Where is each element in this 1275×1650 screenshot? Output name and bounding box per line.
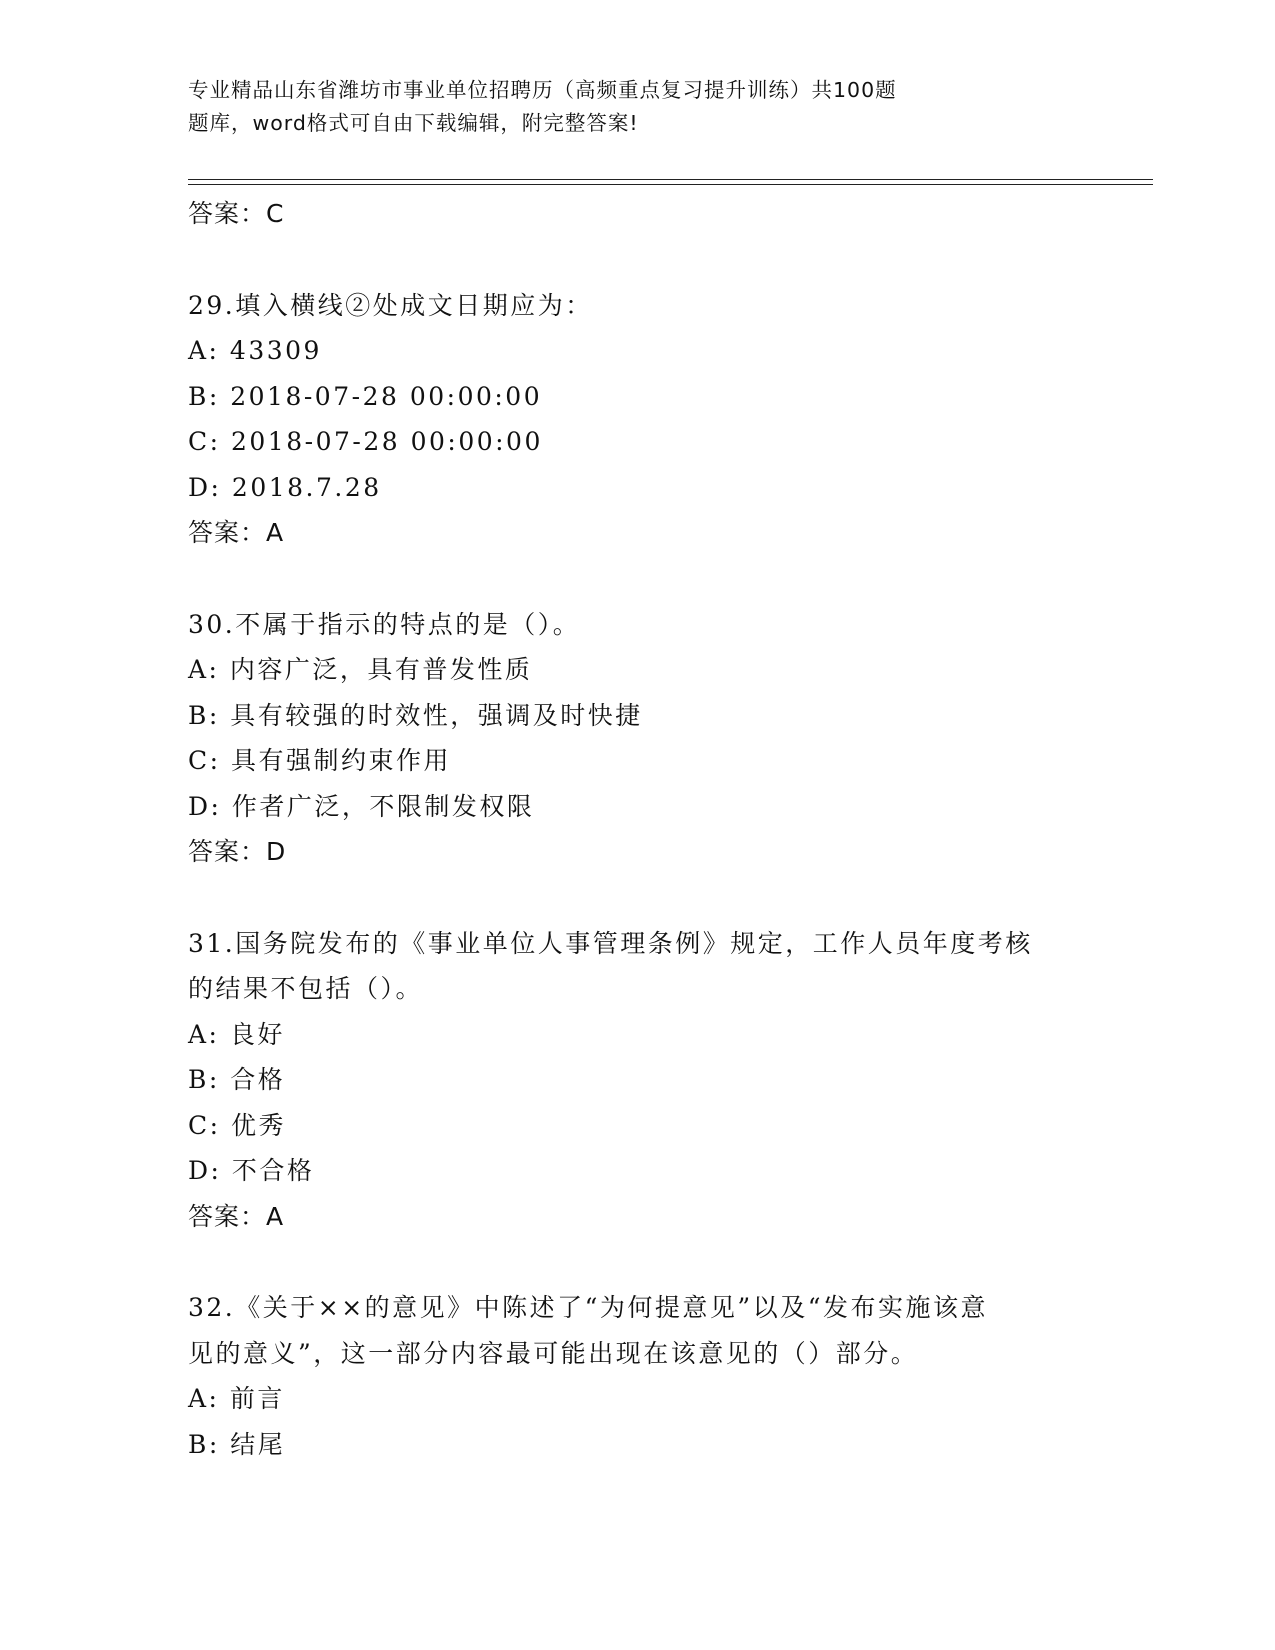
- question-list: [188, 191, 1088, 1467]
- question-29: [188, 283, 1088, 556]
- header-line-2: 题库，word格式可自由下载编辑，附完整答案!: [188, 111, 639, 135]
- option-a: A: 良好: [188, 1019, 285, 1049]
- question-text: 30.不属于指示的特点的是（）。: [188, 609, 581, 639]
- answer: 答案：D: [188, 837, 287, 866]
- question-text-line-2: 见的意义”，这一部分内容最可能出现在该意见的（）部分。: [188, 1338, 919, 1368]
- question-31: [188, 921, 1088, 1240]
- question-text-line-1: 31.国务院发布的《事业单位人事管理条例》规定，工作人员年度考核: [188, 928, 1033, 958]
- option-b: B: 2018-07-28 00:00:00: [188, 381, 543, 411]
- document-header: [188, 74, 1018, 140]
- option-c: C: 具有强制约束作用: [188, 746, 451, 775]
- header-divider-top: [188, 179, 1153, 180]
- previous-answer: 答案：C: [188, 199, 285, 228]
- option-c: C: 2018-07-28 00:00:00: [188, 427, 543, 456]
- option-a: A: 内容广泛，具有普发性质: [188, 655, 533, 684]
- option-a: A: 前言: [188, 1384, 285, 1413]
- option-d: D: 2018.7.28: [188, 472, 382, 502]
- question-text: 29.填入横线②处成文日期应为：: [188, 290, 593, 320]
- option-d: D: 不合格: [188, 1156, 315, 1185]
- question-text-line-2: 的结果不包括（）。: [188, 974, 424, 1003]
- option-d: D: 作者广泛，不限制发权限: [188, 791, 535, 821]
- header-line-1: 专业精品山东省潍坊市事业单位招聘历（高频重点复习提升训练）共100题: [188, 78, 897, 102]
- option-b: B: 合格: [188, 1065, 286, 1094]
- option-c: C: 优秀: [188, 1110, 286, 1140]
- answer: 答案：A: [188, 518, 285, 547]
- header-divider-bottom: [188, 184, 1153, 185]
- question-32: [188, 1285, 1088, 1467]
- question-text-line-1: 32.《关于××的意见》中陈述了“为何提意见”以及“发布实施该意: [188, 1293, 988, 1322]
- option-a: A: 43309: [188, 336, 322, 365]
- option-b: B: 结尾: [188, 1429, 286, 1459]
- answer: 答案：A: [188, 1201, 285, 1231]
- option-b: B: 具有较强的时效性，强调及时快捷: [188, 700, 643, 730]
- question-30: [188, 602, 1088, 875]
